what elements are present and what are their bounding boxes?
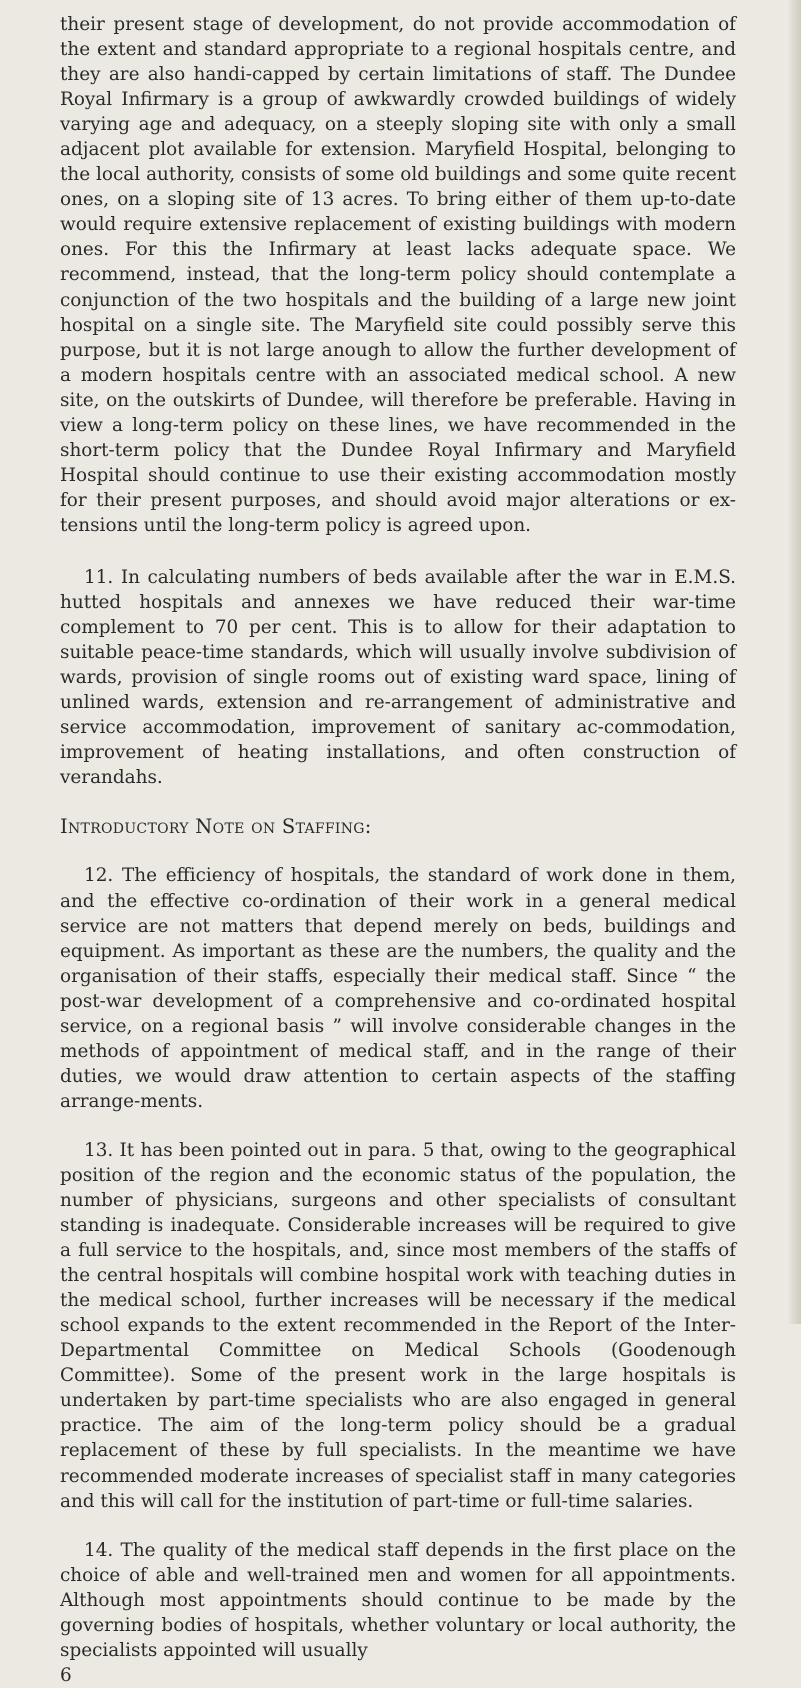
page-number: 6 [60,1664,72,1686]
paragraph-11: 11. In calculating numbers of beds available after the war in E.M.S. hutted hospitals and annexes we have reduced their war-time complement to 70 per cent. This is to allow for their adaptation to suitable peace-time standards, which will usually involve subdivision of wards, provision of single rooms out of existing ward space, lining of unlined wards, extension and re-arrangement of administrative and service accommodation, improvement of sanitary ac-commodation, improvement of heating installations, and often construction of verandahs. [60,566,736,789]
body-text [60,12,736,1688]
page-edge-shadow [787,0,801,1324]
paragraph-continued: their present stage of development, do not provide accommodation of the extent and standard appropriate to a regional hospitals centre, and they are also handi-capped by certain limitations of staff. The Dundee Royal Infirmary is a group of awkwardly crowded buildings of widely varying age and adequacy, on a steeply sloping site with only a small adjacent plot available for extension. Maryfield Hospital, belonging to the local authority, consists of some old buildings and some quite recent ones, on a sloping site of 13 acres. To bring either of them up-to-date would require extensive replacement of existing buildings with modern ones. For this the Infirmary at least lacks adequate space. We recommend, instead, that the long-term policy should contemplate a conjunction of the two hospitals and the building of a large new joint hospital on a single site. The Maryfield site could possibly serve this purpose, but it is not large anough to allow the further development of a modern hospitals centre with an associated medical school. A new site, on the outskirts of Dundee, will therefore be preferable. Having in view a long-term policy on these lines, we have recommended in the short-term policy that the Dundee Royal Infirmary and Maryfield Hospital should continue to use their existing accommodation mostly for their present purposes, and should avoid major alterations or ex-tensions until the long-term policy is agreed upon. [60,14,736,536]
paragraph-14: 14. The quality of the medical staff depends in the first place on the choice of able and well-trained men and women for all appointments. Although most appointments should continue to be made by the governing bodies of hospitals, whether voluntary or local authority, the specialists appointed will usually [60,1539,736,1661]
paragraph-13: 13. It has been pointed out in para. 5 that, owing to the geographical position of the region and the economic status of the population, the number of physicians, surgeons and other specialists of consultant standing is inadequate. Considerable increases will be required to give a full service to the hospitals, and, since most members of the staffs of the central hospitals will combine hospital work with teaching duties in the medical school, further increases will be necessary if the medical school expands to the extent recommended in the Report of the Inter-Departmental Committee on Medical Schools (Goodenough Committee). Some of the present work in the large hospitals is undertaken by part-time specialists who are also engaged in general practice. The aim of the long-term policy should be a gradual replacement of these by full specialists. In the meantime we have recommended moderate increases of specialist staff in many categories and this will call for the institution of part-time or full-time salaries. [60,1139,736,1512]
paragraph-12: 12. The efficiency of hospitals, the standard of work done in them, and the effective co-ordination of their work in a general medical service are not matters that depend merely on beds, buildings and equipment. As important as these are the numbers, the quality and the organisation of their staffs, especially their medical staff. Since “ the post-war development of a comprehensive and co-ordinated hospital service, on a regional basis ” will involve considerable changes in the methods of appointment of medical staff, and in the range of their duties, we would draw attention to certain aspects of the staffing arrange-ments. [60,865,736,1112]
section-heading: Introductory Note on Staffing: [60,815,372,839]
